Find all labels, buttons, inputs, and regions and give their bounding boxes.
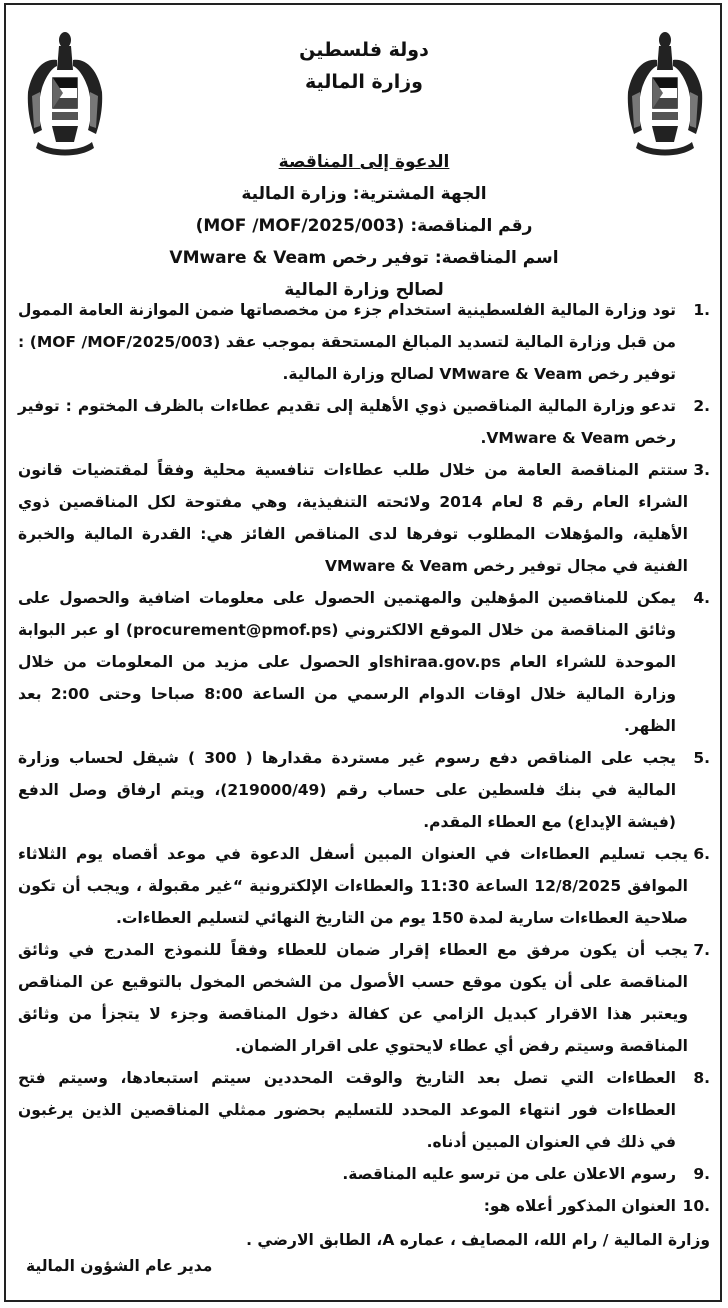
- clause-4: [18, 582, 710, 742]
- clause-number: .1: [693, 301, 710, 319]
- clause-text: العطاءات التي تصل بعد التاريخ والوقت المحددين سيتم استبعادها، وسيتم فتح العطاءات فور انتهاء الموعد المحدد للتسليم بحضور ممثلي المناقصين الذين يرغبون في ذلك في العنوان المبين أدناه.: [18, 1069, 676, 1151]
- clause-text: العنوان المذكور أعلاه هو:: [483, 1197, 676, 1215]
- tender-name-line: اسم المناقصة: توفير رخص VMware & Veam: [169, 248, 559, 268]
- clause-text: رسوم الاعلان على من ترسو عليه المناقصة.: [342, 1165, 676, 1183]
- clause-text: يجب أن يكون مرفق مع العطاء إقرار ضمان للعطاء وفقاً للنموذج المدرج في وثائق المناقصة على أن يكون موقع حسب الأصول من الشخص المخول بالتوقيع عن المناقص ويعتبر هذا الاقرار كبديل الزامي عن كفالة دخول المناقصة وجزء لا يتجزأ من وثائق المناقصة وسيتم رفض أي عطاء لايحتوي على اقرار الضمان.: [18, 941, 688, 1055]
- tender-number-line: رقم المناقصة: (MOF /MOF/2025/003): [195, 216, 533, 236]
- clause-7: [18, 934, 710, 1062]
- clause-3: [18, 454, 710, 582]
- clause-number: .9: [693, 1165, 710, 1183]
- clause-2: [18, 390, 710, 454]
- clause-text: ستتم المناقصة العامة من خلال طلب عطاءات تنافسية محلية وفقاً لمقتضيات قانون الشراء العام رقم 8 لعام 2014 ولائحته التنفيذية، وهي مفتوحة لكل المناقصين ذوي الأهلية، والمؤهلات المطلوب توفرها لدى المناقص الفائز هي: القدرة المالية والخبرة الفنية في مجال توفير رخص VMware & Veam: [18, 461, 689, 575]
- tender-clauses: [18, 294, 710, 1222]
- clause-number: .4: [693, 589, 710, 607]
- clause-number: .7: [693, 941, 710, 959]
- clause-1: [18, 294, 710, 390]
- clause-text: يمكن للمناقصين المؤهلين والمهتمين الحصول على معلومات اضافية والحصول على وثائق المناقصة من خلال الموقع الالكتروني (procurement@pmof.ps) او عبر البوابة الموحدة للشراء العام shiraa.gov.psاو الحصول على مزيد من المعلومات من خلال وزارة المالية خلال اوقات الدوام الرسمي من الساعة 8:00 صباحا وحتى 2:00 بعد الظهر.: [18, 589, 676, 735]
- clause-text: تدعو وزارة المالية المناقصين ذوي الأهلية إلى تقديم عطاءات بالظرف المختوم : توفير رخص VMware & Veam.: [18, 397, 676, 447]
- clause-text: تود وزارة المالية الفلسطينية استخدام جزء من مخصصاتها ضمن الموازنة العامة الممول من قبل وزارة المالية لتسديد المبالغ المستحقة بموجب عقد (MOF /MOF/2025/003) : توفير رخص VMware & Veam لصالح وزارة المالية.: [18, 301, 676, 383]
- clause-number: .8: [693, 1069, 710, 1087]
- clause-5: [18, 742, 710, 838]
- clause-10: [18, 1190, 710, 1222]
- clause-number: .5: [693, 749, 710, 767]
- clause-number: .2: [693, 397, 710, 415]
- signature-title: مدير عام الشؤون المالية: [26, 1257, 213, 1275]
- tender-titles: [0, 146, 728, 306]
- clause-number: .10: [682, 1197, 710, 1215]
- clause-8: [18, 1062, 710, 1158]
- letterhead: [0, 34, 728, 98]
- address-line: وزارة المالية / رام الله، المصايف ، عماره A، الطابق الارضي .: [246, 1231, 710, 1249]
- buyer-line: الجهة المشترية: وزارة المالية: [241, 184, 487, 204]
- ministry-name: وزارة المالية: [305, 71, 423, 93]
- invitation-title: الدعوة إلى المناقصة: [278, 152, 450, 172]
- clause-text: يجب تسليم العطاءات في العنوان المبين أسفل الدعوة في موعد أقصاه يوم الثلاثاء الموافق 12/8/2025 الساعة 11:30 والعطاءات الإلكترونية “غير مقبولة ، ويجب أن تكون صلاحية العطاءات سارية لمدة 150 يوم من التاريخ النهائي لتسليم العطاءات.: [18, 845, 688, 927]
- clause-9: [18, 1158, 710, 1190]
- clause-number: .3: [693, 461, 710, 479]
- clause-text: يجب على المناقص دفع رسوم غير مستردة مقدارها ( 300 ) شيقل لحساب وزارة المالية في بنك فلسطين على حساب رقم (219000/49)، ويتم ارفاق وصل الدفع (فيشة الإيداع) مع العطاء المقدم.: [18, 749, 677, 831]
- clause-6: [18, 838, 710, 934]
- state-name: دولة فلسطين: [299, 39, 429, 61]
- for-line: لصالح وزارة المالية: [284, 280, 444, 300]
- clause-number: .6: [693, 845, 710, 863]
